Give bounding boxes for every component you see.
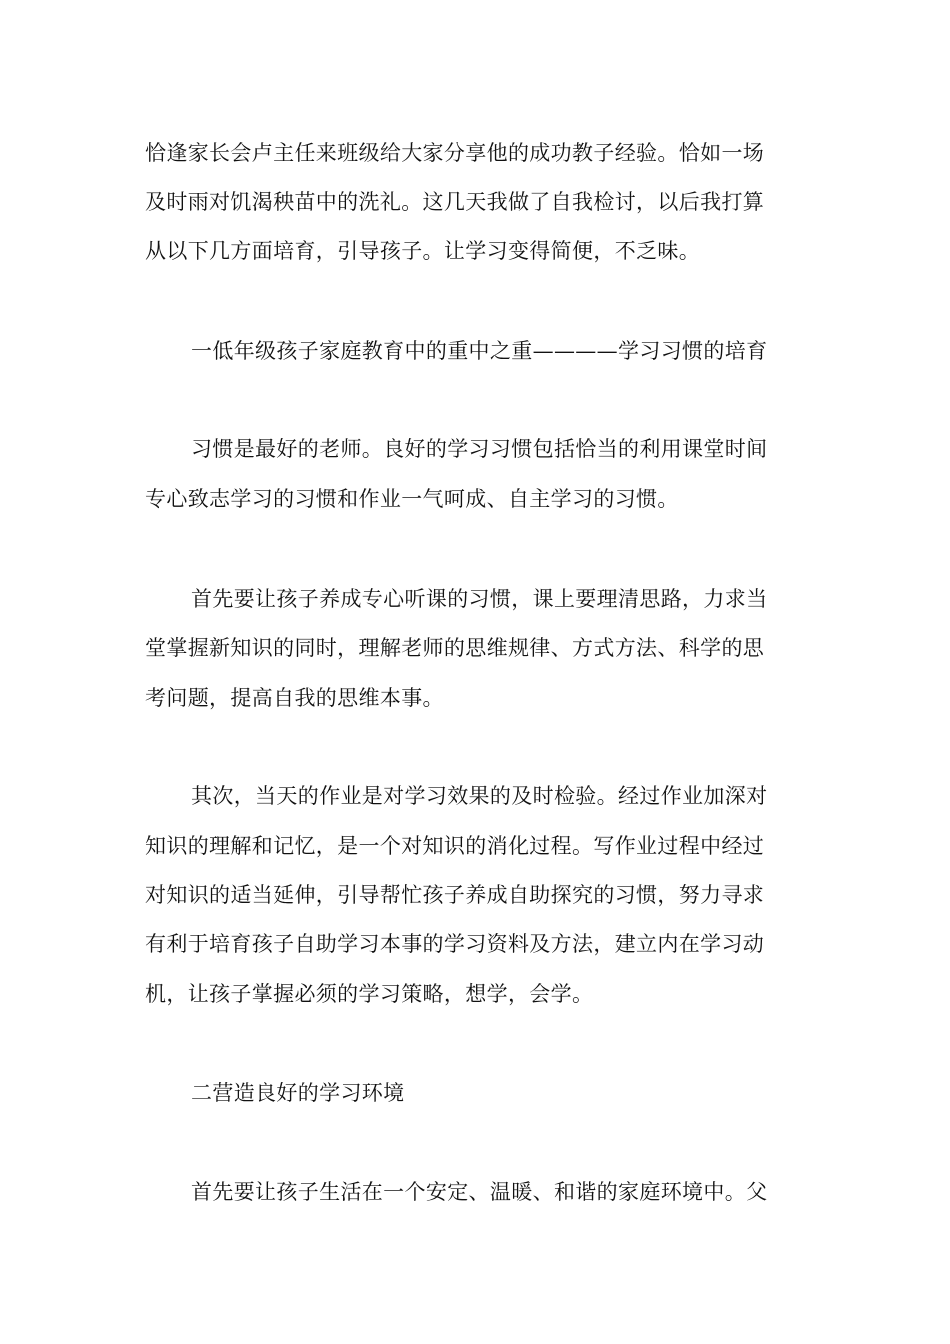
paragraph-2-line-1: 习惯是最好的老师。良好的学习习惯包括恰当的利用课堂时间	[191, 437, 768, 461]
paragraph-3-line-2: 堂掌握新知识的同时，理解老师的思维规律、方式方法、科学的思	[145, 636, 765, 660]
paragraph-3-line-1: 首先要让孩子养成专心听课的习惯，课上要理清思路，力求当	[191, 587, 768, 611]
paragraph-1-line-1: 恰逢家长会卢主任来班级给大家分享他的成功教子经验。恰如一场	[145, 141, 765, 165]
paragraph-4-line-5: 机，让孩子掌握必须的学习策略，想学，会学。	[145, 982, 594, 1006]
section-heading-habits: 一低年级孩子家庭教育中的重中之重————学习习惯的培育	[191, 339, 768, 363]
paragraph-5-line-1: 首先要让孩子生活在一个安定、温暖、和谐的家庭环境中。父	[191, 1180, 768, 1204]
paragraph-2-line-2: 专心致志学习的习惯和作业一气呵成、自主学习的习惯。	[145, 487, 679, 511]
paragraph-4-line-4: 有利于培育孩子自助学习本事的学习资料及方法，建立内在学习动	[145, 932, 765, 956]
paragraph-1-line-3: 从以下几方面培育，引导孩子。让学习变得简便，不乏味。	[145, 239, 701, 263]
section-heading-environment: 二营造良好的学习环境	[191, 1081, 405, 1105]
paragraph-4-line-1: 其次，当天的作业是对学习效果的及时检验。经过作业加深对	[191, 784, 768, 808]
paragraph-1-line-2: 及时雨对饥渴秧苗中的洗礼。这几天我做了自我检讨，以后我打算	[145, 190, 765, 214]
paragraph-4-line-3: 对知识的适当延伸，引导帮忙孩子养成自助探究的习惯，努力寻求	[145, 883, 765, 907]
paragraph-4-line-2: 知识的理解和记忆，是一个对知识的消化过程。写作业过程中经过	[145, 834, 765, 858]
paragraph-3-line-3: 考问题，提高自我的思维本事。	[145, 686, 444, 710]
